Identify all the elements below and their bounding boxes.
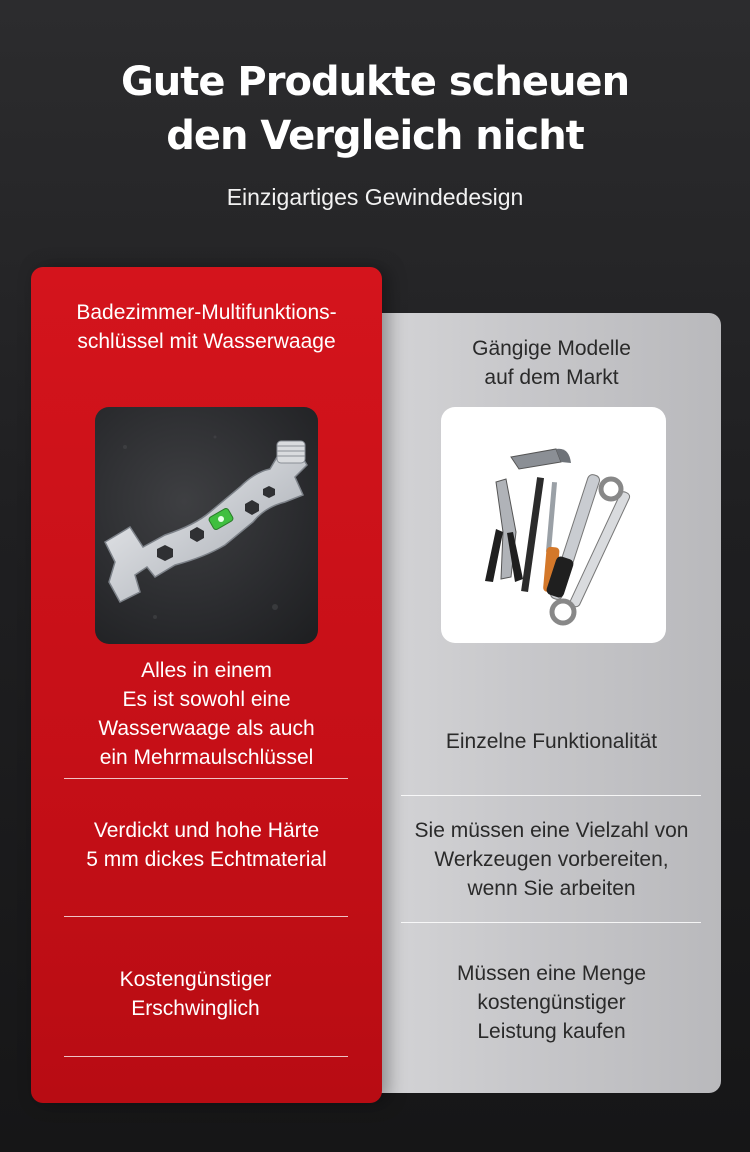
feature-line: Es ist sowohl eine <box>122 688 291 711</box>
competitor-name-line: auf dem Markt <box>484 366 619 389</box>
feature-thickness <box>31 816 382 874</box>
subtitle: Einzigartiges Gewindedesign <box>226 184 524 210</box>
competitor-single-function <box>382 727 721 756</box>
wrench-icon <box>95 407 318 644</box>
competitor-name-line: Gängige Modelle <box>472 337 631 360</box>
feature-line: Sie müssen eine Vielzahl von <box>414 819 689 842</box>
feature-line: wenn Sie arbeiten <box>467 877 636 900</box>
multitool-wrench-image <box>95 407 318 644</box>
feature-line: Einzelne Funktionalität <box>445 730 658 753</box>
competitor-many-tools <box>382 816 721 903</box>
feature-line: kostengünstiger <box>477 991 626 1014</box>
feature-line: Kostengünstiger <box>119 968 272 991</box>
feature-line: Erschwinglich <box>131 997 260 1020</box>
product-name-line: schlüssel mit Wasserwaage <box>77 330 336 353</box>
feature-all-in-one <box>31 656 382 772</box>
feature-line: Leistung kaufen <box>477 1020 626 1043</box>
divider <box>401 795 701 796</box>
divider <box>64 916 348 917</box>
divider <box>64 778 348 779</box>
feature-line: ein Mehrmaulschlüssel <box>99 746 314 769</box>
feature-line: Alles in einem <box>141 659 272 682</box>
tool-set-image <box>441 407 666 643</box>
divider <box>64 1056 348 1057</box>
product-name <box>31 298 382 356</box>
competitor-cost <box>382 959 721 1046</box>
tools-icon <box>441 407 666 643</box>
feature-line: Werkzeugen vorbereiten, <box>434 848 669 871</box>
feature-line: Müssen eine Menge <box>456 962 647 985</box>
headline-line-1: Gute Produkte scheuen <box>120 59 630 105</box>
feature-line: 5 mm dickes Echtmaterial <box>86 848 327 871</box>
feature-line: Wasserwaage als auch <box>98 717 315 740</box>
feature-line: Verdickt und hohe Härte <box>93 819 320 842</box>
product-name-line: Badezimmer-Multifunktions- <box>76 301 337 324</box>
divider <box>401 922 701 923</box>
headline-line-2: den Vergleich nicht <box>166 113 584 159</box>
competitor-name <box>382 334 721 392</box>
feature-price <box>20 965 371 1023</box>
